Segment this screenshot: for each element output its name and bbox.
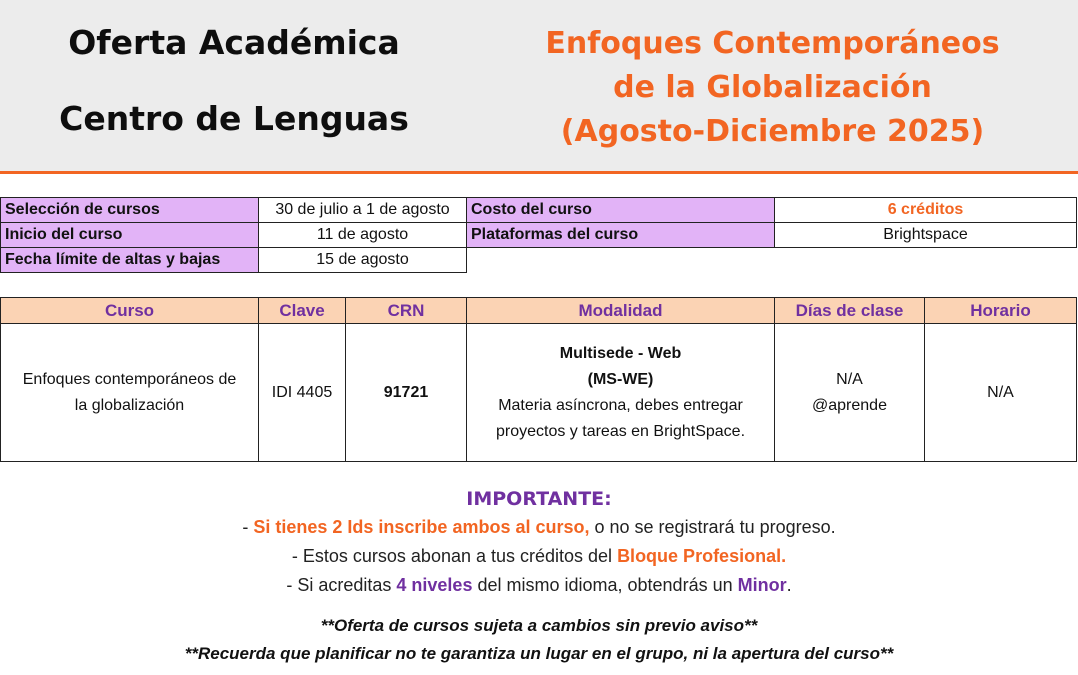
note-minor (0, 571, 1078, 600)
note-minor-mid: del mismo idioma, obtendrás un (472, 575, 738, 595)
modalidad-line4: proyectos y tareas en BrightSpace. (495, 422, 746, 440)
col-header-modalidad: Modalidad (467, 298, 775, 324)
note-minor-prefix: - Si acreditas (286, 575, 397, 595)
col-header-horario: Horario (925, 298, 1077, 324)
note-minor-word: Minor (737, 575, 787, 595)
col-header-clave: Clave (259, 298, 346, 324)
note-minor-suffix: . (786, 575, 792, 595)
course-title-line2: de la Globalización (613, 70, 932, 105)
col-header-curso: Curso (1, 298, 259, 324)
disclaimer-oferta: **Oferta de cursos sujeta a cambios sin previo aviso** (320, 616, 758, 635)
modalidad-line2: (MS-WE) (587, 370, 654, 388)
curso-line2: la globalización (74, 396, 185, 414)
course-schedule-table (0, 297, 1077, 462)
note-bloque (0, 542, 1078, 571)
page-header (0, 0, 1078, 174)
inicio-value: 11 de agosto (259, 223, 467, 248)
notes-section (0, 485, 1078, 668)
table-header-row (1, 298, 1077, 324)
header-course-title (500, 22, 1045, 154)
table-row (1, 324, 1077, 462)
inicio-label: Inicio del curso (1, 223, 259, 248)
info-row (1, 198, 1077, 223)
info-row (1, 223, 1077, 248)
costo-value: 6 créditos (775, 198, 1077, 223)
cell-clave: IDI 4405 (259, 324, 346, 462)
plataformas-label: Plataformas del curso (467, 223, 775, 248)
header-left-title (0, 14, 468, 138)
cell-curso (1, 324, 259, 462)
fecha-limite-value: 15 de agosto (259, 248, 467, 273)
modalidad-line1: Multisede - Web (559, 344, 682, 362)
dias-line1: N/A (836, 370, 863, 388)
note-bloque-prefix: - Estos cursos abonan a tus créditos del (291, 546, 618, 566)
plataformas-value: Brightspace (775, 223, 1077, 248)
course-title-line1: Enfoques Contemporáneos (545, 26, 1000, 61)
col-header-dias: Días de clase (775, 298, 925, 324)
note-ids (0, 513, 1078, 542)
fecha-limite-label: Fecha límite de altas y bajas (1, 248, 259, 273)
dias-line2: @aprende (812, 396, 887, 414)
costo-label: Costo del curso (467, 198, 775, 223)
note-ids-prefix: - (242, 517, 254, 537)
seleccion-value: 30 de julio a 1 de agosto (259, 198, 467, 223)
cell-dias (775, 324, 925, 462)
blank-cell (467, 248, 1077, 273)
note-ids-suffix: o no se registrará tu progreso. (589, 517, 836, 537)
importante-heading: IMPORTANTE: (466, 488, 612, 510)
course-title-line3: (Agosto-Diciembre 2025) (560, 114, 985, 149)
cell-horario: N/A (925, 324, 1077, 462)
note-bloque-highlight: Bloque Profesional. (617, 546, 787, 566)
curso-line1: Enfoques contemporáneos de (22, 370, 237, 388)
col-header-crn: CRN (346, 298, 467, 324)
course-info-table (0, 197, 1077, 273)
title-centro-de-lenguas: Centro de Lenguas (59, 99, 409, 138)
cell-crn: 91721 (346, 324, 467, 462)
note-ids-highlight: Si tienes 2 Ids inscribe ambos al curso, (253, 517, 590, 537)
cell-modalidad (467, 324, 775, 462)
disclaimer-planificar: **Recuerda que planificar no te garantiza un lugar en el grupo, ni la apertura del curso** (184, 644, 894, 663)
title-oferta-academica: Oferta Académica (68, 23, 400, 62)
seleccion-label: Selección de cursos (1, 198, 259, 223)
modalidad-line3: Materia asíncrona, debes entregar (498, 396, 743, 414)
info-row (1, 248, 1077, 273)
note-minor-niveles: 4 niveles (396, 575, 473, 595)
